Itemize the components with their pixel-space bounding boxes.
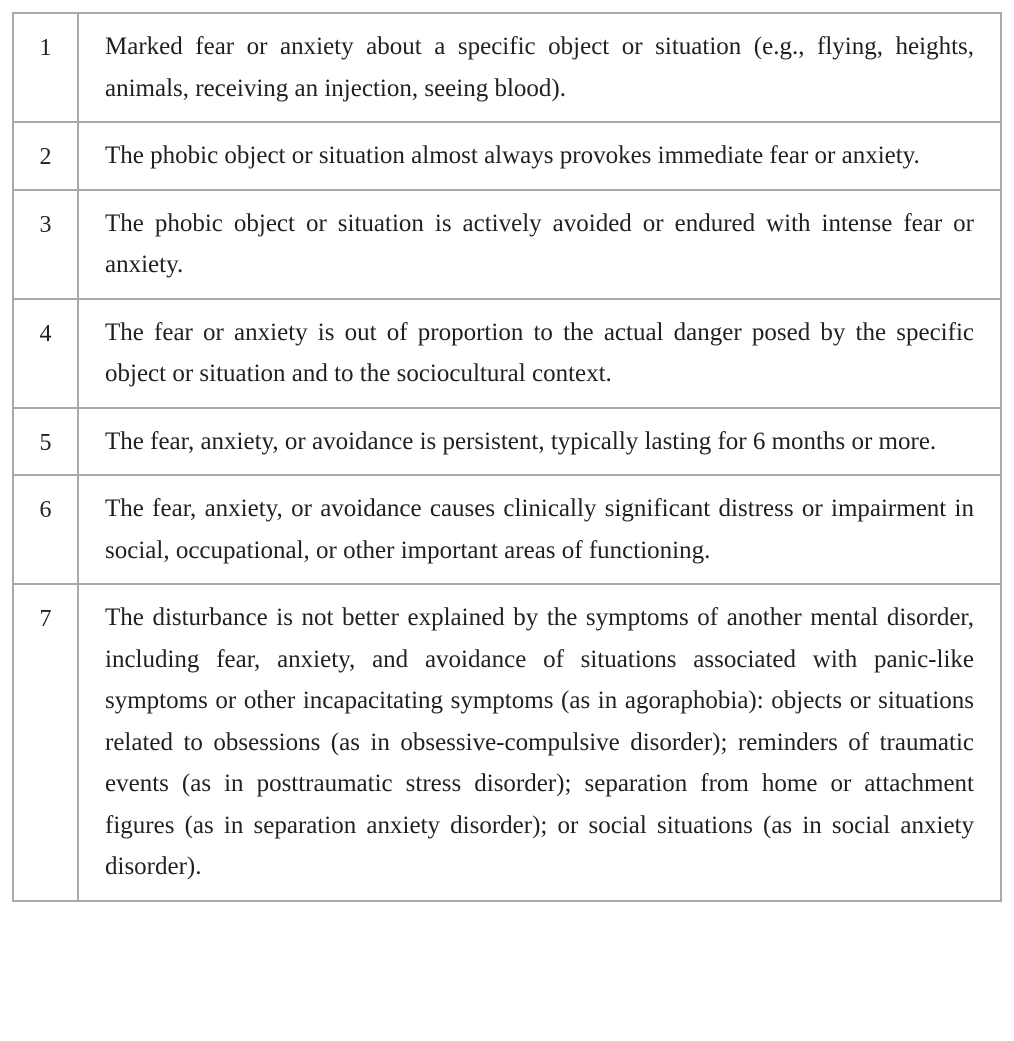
criterion-number: 3 xyxy=(13,190,78,299)
table-row xyxy=(13,584,1001,901)
criterion-text: The fear, anxiety, or avoidance is persistent, typically lasting for 6 months or more. xyxy=(78,408,1001,476)
table-row xyxy=(13,122,1001,190)
criterion-number: 4 xyxy=(13,299,78,408)
criterion-number: 2 xyxy=(13,122,78,190)
table-row xyxy=(13,408,1001,476)
criterion-number: 6 xyxy=(13,475,78,584)
criterion-text: The phobic object or situation almost always provokes immediate fear or anxiety. xyxy=(78,122,1001,190)
criterion-text: The fear or anxiety is out of proportion to the actual danger posed by the specific object or situation and to the sociocultural context. xyxy=(78,299,1001,408)
table-row xyxy=(13,190,1001,299)
criteria-table xyxy=(12,12,1002,902)
table-row xyxy=(13,475,1001,584)
criterion-text: The disturbance is not better explained by the symptoms of another mental disorder, including fear, anxiety, and avoidance of situations associated with panic-like symptoms or other incapacitating symptoms (as in agoraphobia): objects or situations related to obsessions (as in obsessive-compulsive disorder); reminders of traumatic events (as in posttraumatic stress disorder); separation from home or attachment figures (as in separation anxiety disorder); or social situations (as in social anxiety disorder). xyxy=(78,584,1001,901)
criterion-number: 7 xyxy=(13,584,78,901)
criterion-text: Marked fear or anxiety about a specific object or situation (e.g., flying, heights, animals, receiving an injection, seeing blood). xyxy=(78,13,1001,122)
criterion-text: The phobic object or situation is actively avoided or endured with intense fear or anxiety. xyxy=(78,190,1001,299)
table-row xyxy=(13,299,1001,408)
criteria-table-body xyxy=(13,13,1001,901)
criterion-number: 1 xyxy=(13,13,78,122)
criterion-text: The fear, anxiety, or avoidance causes clinically significant distress or impairment in social, occupational, or other important areas of functioning. xyxy=(78,475,1001,584)
table-row xyxy=(13,13,1001,122)
criterion-number: 5 xyxy=(13,408,78,476)
